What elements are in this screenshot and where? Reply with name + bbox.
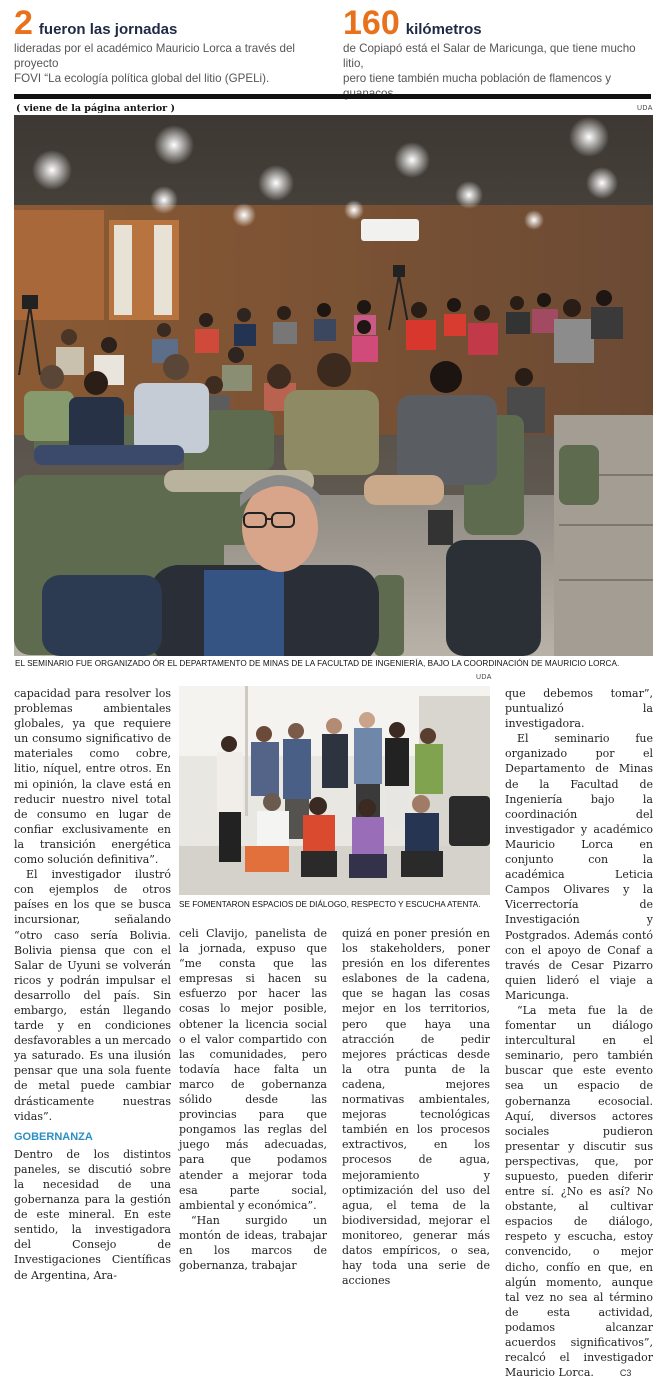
article-paragraph: celi Clavijo, panelista de la jornada, expuso que “me consta que las empresas si hacen su esfuerzo por hacer las cosas lo mejor posible, obtener la licencia social o el valor compartido con las comunidades, pero todavía hace falta un marco de gobernanza sólido desde las provincias para que pongamos las reglas del juego más adecuadas, para que podamos atender a mejorar toda esa parte social, ambiental y económica”. <box>179 927 327 1212</box>
closing-text: “La meta fue la de fomentar un diálogo intercultural en el seminario, pero también buscar que este evento sea un espacio de gobernanza ecosocial. Aquí, diversos actores sociales pudieron presentar y discutir sus perspectivas, que, por supuesto, pueden diferir entre sí. ¿No es así? No obstante, al cultivar espacios de diálogo, respeto y escucha, estoy convencido, o mejor dicho, confío en que, en algún momento, aunque tal vez no sea al término de esta actividad, podamos alcanzar acuerdos significativos”, recalcó el investigador Mauricio Lorca. <box>505 1003 653 1380</box>
seminar-audience-photo <box>14 115 653 656</box>
stat-desc-line: pero tiene también mucha población de flamencos y <box>343 72 612 85</box>
stat-label: fueron las jornadas <box>38 21 178 38</box>
stat-desc-line: FOVI “La ecología política global del litio (GPELi). <box>14 72 270 85</box>
article-column-3 <box>342 926 490 1288</box>
photo-credit: UDA <box>637 105 653 112</box>
article-paragraph: capacidad para resolver los problemas ambientales globales, ya que requiere un consumo significativo de materiales como cobre, litio, níquel, entre otros. En mi opinión, la clave está en reducir nuestro nivel total de consumo en lugar de confiar exclusivamente en la transición energética como solución definitiva”. <box>14 687 171 867</box>
stat-label: kilómetros <box>405 21 482 38</box>
article-paragraph: Dentro de los distintos paneles, se discutió sobre la necesidad de una gobernanza para la gestión de este mineral. En este sentido, la investigadora del Consejo de Investigaciones Científicas de Argentina, Ara- <box>14 1147 171 1282</box>
stat-jornadas <box>14 6 334 86</box>
stat-desc-line: de Copiapó está el Salar de Maricunga, que tiene mucho litio, <box>343 42 636 70</box>
article-paragraph: El investigador ilustró con ejemplos de otros países en los que se busca incursionar, señalando “otro caso sería Bolivia. Bolivia piensa que con el Salar de Uyuni se volverán ricos y podrán impulsar el desarrollo del país. Sin embargo, están llegando tarde y en condiciones desfavorables a un mercado ya saturado. Es una ilusión pensar que una sola fuente de metal puede cambiar drásticamente nuestras vidas”. <box>14 868 171 1123</box>
end-mark: C3 <box>619 1368 632 1379</box>
article-paragraph: El seminario fue organizado por el Departamento de Minas de la Facultad de Ingeniería bajo la coordinación del investigador y académico Mauricio Lorca en conjunto con la académica Leticia Campos Olivares y la Vicerrectoría de Investigación y Postgrados. Además contó con el apoyo de Conaf a través de Cesar Pizarro quien lideró el viaje a Maricunga. <box>505 732 653 1002</box>
group-photo-caption: SE FOMENTARON ESPACIOS DE DIÁLOGO, RESPECTO Y ESCUCHA ATENTA. <box>179 900 481 909</box>
article-column-2 <box>179 926 327 1273</box>
article-paragraph: “Han surgido un montón de ideas, trabajar en los marcos de gobernanza, trabajar <box>179 1213 327 1273</box>
article-column-4 <box>505 686 653 1381</box>
stat-desc-line: lideradas por el académico Mauricio Lorca a través del proyecto <box>14 42 295 70</box>
article-paragraph: quizá en poner presión en los stakeholders, poner presión en los diferentes eslabones de la cadena, que se hagan las cosas mejor en los territorios, pero que haya una atracción de pedir mejores prácticas desde la otra punta de la cadena, mejores normativas ambientales, mejoras tecnológicas también en los procesos extractivos, en los procesos de agua, mejoramiento y optimización del uso del agua, el tema de la biodiversidad, mejorar el monitoreo, generar más datos empíricos, o sea, hay toda una serie de acciones <box>342 927 490 1288</box>
stat-number: 160 <box>343 4 400 42</box>
article-paragraph: que debemos tomar”, puntualizó la investigadora. <box>505 687 653 731</box>
article-column-1 <box>14 686 171 1283</box>
stat-kilometros <box>343 6 653 101</box>
photo-credit: UDA <box>476 674 492 681</box>
section-subhead: GOBERNANZA <box>14 1130 93 1143</box>
section-divider <box>14 94 651 99</box>
group-photo <box>179 686 490 895</box>
photo-caption: EL SEMINARIO FUE ORGANIZADO ÓR EL DEPARTAMENTO DE MINAS DE LA FACULTAD DE INGENIERÍA, BAJO LA COORDINACIÓN DE MAURICIO LORCA. <box>15 659 620 668</box>
stat-number: 2 <box>14 4 33 42</box>
stat-description <box>343 41 653 101</box>
continuation-kicker: ( viene de la página anterior ) <box>16 103 175 114</box>
stat-description <box>14 41 334 86</box>
article-paragraph <box>505 1003 653 1381</box>
